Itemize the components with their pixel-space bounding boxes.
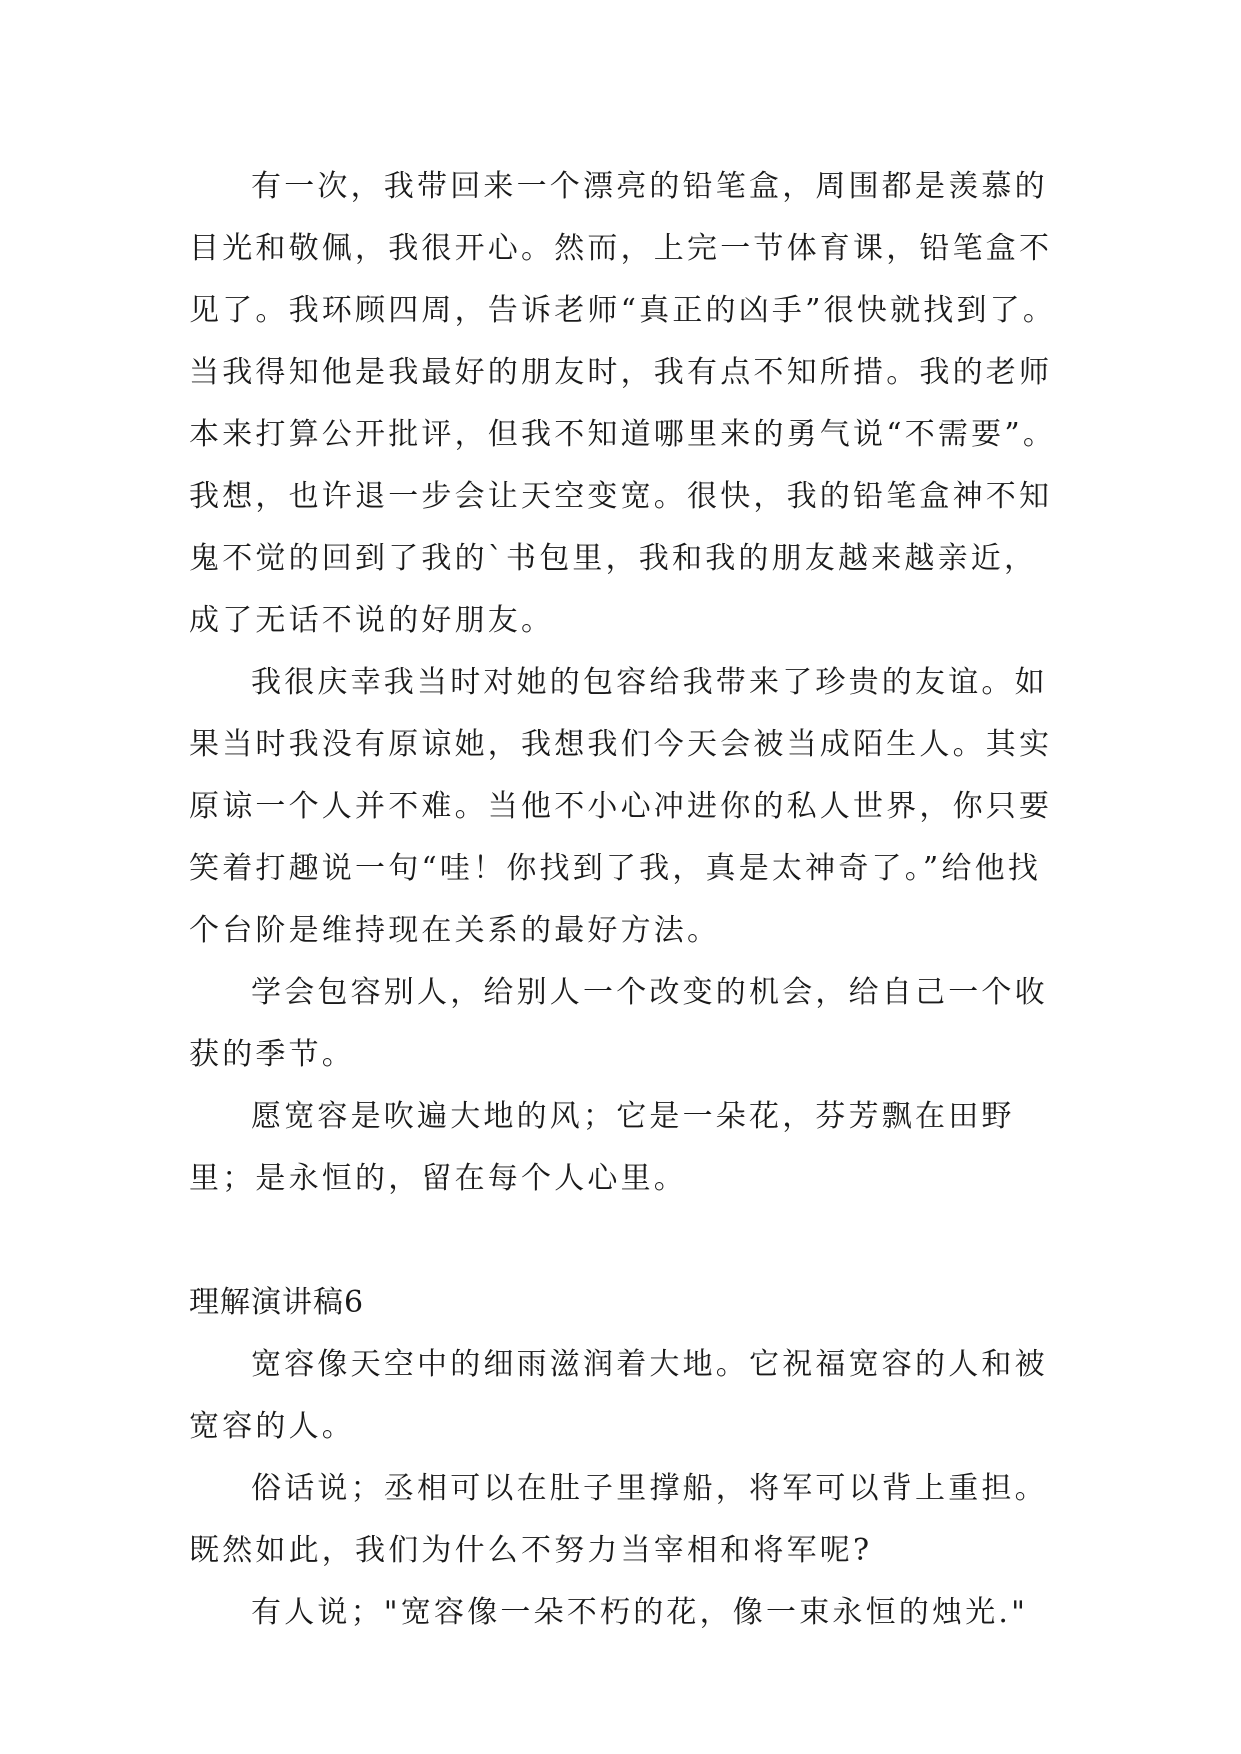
paragraph-friendship: 我很庆幸我当时对她的包容给我带来了珍贵的友谊。如果当时我没有原谅她，我想我们今天会被当成陌生人。其实原谅一个人并不难。当他不小心冲进你的私人世界，你只要笑着打趣说一句“哇！你找到了我，真是太神奇了。”给他找个台阶是维持现在关系的最好方法。	[189, 665, 1053, 948]
paragraph-learn-tolerance: 学会包容别人，给别人一个改变的机会，给自己一个收获的季节。	[189, 975, 1048, 1072]
paragraph-proverb: 俗话说；丞相可以在肚子里撑船，将军可以背上重担。既然如此，我们为什么不努力当宰相和将军呢?	[189, 1471, 1048, 1568]
document-body	[189, 156, 1059, 1644]
paragraph-drizzle: 宽容像天空中的细雨滋润着大地。它祝福宽容的人和被宽容的人。	[189, 1347, 1048, 1444]
paragraph-wish: 愿宽容是吹遍大地的风；它是一朵花，芬芳飘在田野里；是永恒的，留在每个人心里。	[189, 1099, 1015, 1196]
section-title: 理解演讲稿6	[189, 1285, 365, 1320]
paragraph-pencil-box-story: 有一次，我带回来一个漂亮的铅笔盒，周围都是羡慕的目光和敬佩，我很开心。然而，上完一节体育课，铅笔盒不见了。我环顾四周，告诉老师“真正的凶手”很快就找到了。当我得知他是我最好的朋友时，我有点不知所措。我的老师本来打算公开批评，但我不知道哪里来的勇气说“不需要”。我想，也许退一步会让天空变宽。很快，我的铅笔盒神不知鬼不觉的回到了我的`书包里，我和我的朋友越来越亲近，成了无话不说的好朋友。	[189, 169, 1057, 638]
section-spacer	[189, 1210, 1059, 1272]
paragraph-quote: 有人说；"宽容像一朵不朽的花，像一束永恒的烛光."	[251, 1595, 1029, 1630]
